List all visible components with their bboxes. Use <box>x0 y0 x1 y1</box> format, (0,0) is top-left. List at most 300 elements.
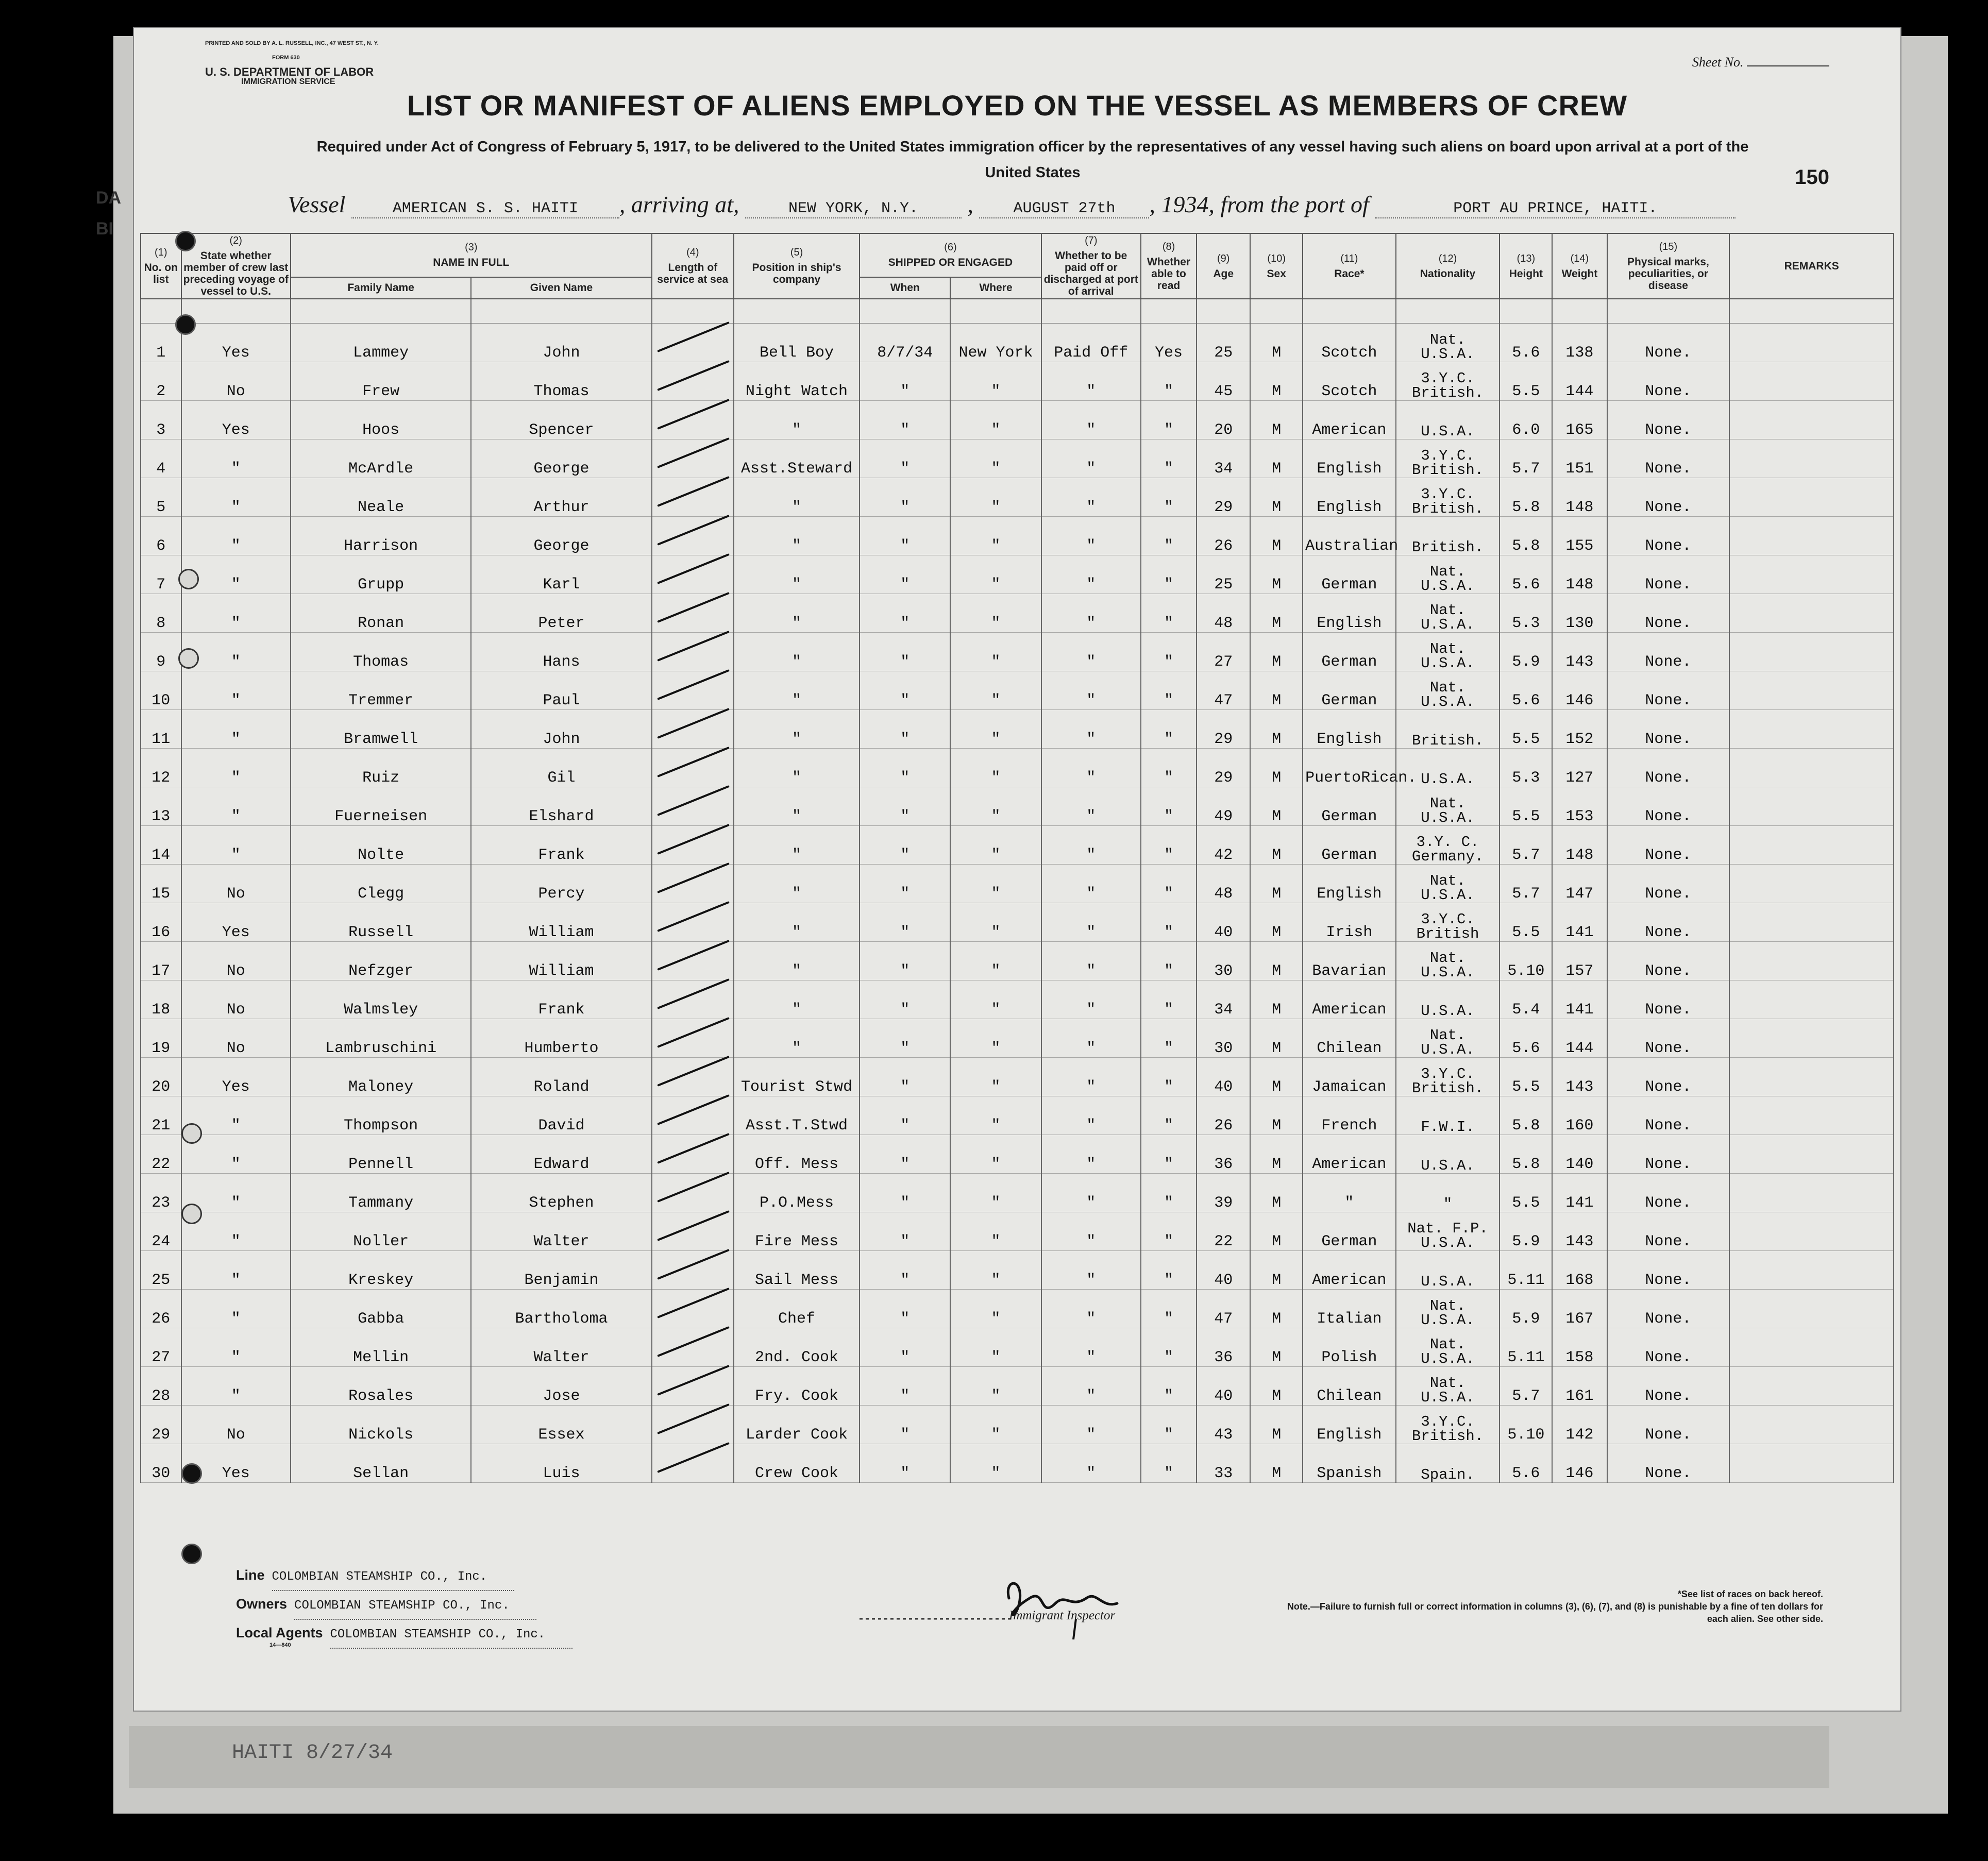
cell-age: 26 <box>1197 1096 1250 1135</box>
cell-nationality <box>1396 1328 1500 1367</box>
cell-read: " <box>1141 671 1197 710</box>
cell-given: Benjamin <box>471 1251 651 1290</box>
cell-height: 5.11 <box>1500 1251 1552 1290</box>
cell-remarks <box>1729 439 1894 478</box>
cell-when: " <box>860 787 950 826</box>
cell-sex: M <box>1250 1019 1303 1058</box>
document-title: LIST OR MANIFEST OF ALIENS EMPLOYED ON THE VESSEL AS MEMBERS OF CREW <box>407 89 1628 122</box>
cell-marks: None. <box>1607 710 1730 749</box>
crew-row <box>141 1367 1894 1406</box>
nationality-country: U.S.A. <box>1421 1312 1475 1329</box>
cell-no: 13 <box>141 787 181 826</box>
cell-given: John <box>471 710 651 749</box>
cell-height: 5.6 <box>1500 1444 1552 1483</box>
cell-when: " <box>860 1019 950 1058</box>
page-number: 150 <box>1795 166 1829 189</box>
cell-remarks <box>1729 555 1894 594</box>
cell-no: 1 <box>141 324 181 362</box>
cell-given: Humberto <box>471 1019 651 1058</box>
cell-sex: M <box>1250 324 1303 362</box>
service-length-mark <box>652 787 734 826</box>
cell-age: 45 <box>1197 362 1250 401</box>
crew-row <box>141 1135 1894 1174</box>
cell-nationality <box>1396 439 1500 478</box>
arriving-port: NEW YORK, N.Y. <box>745 200 962 218</box>
cell-nationality <box>1396 1251 1500 1290</box>
cell-position: Asst.T.Stwd <box>734 1096 860 1135</box>
cell-height: 5.6 <box>1500 324 1552 362</box>
cell-family: Ruiz <box>291 749 471 787</box>
cell-height: 5.7 <box>1500 1367 1552 1406</box>
service-length-mark <box>652 826 734 865</box>
cell-paid: " <box>1041 594 1141 633</box>
cell-remarks <box>1729 517 1894 555</box>
service-tick-mark <box>657 901 730 932</box>
cell-family: Nolte <box>291 826 471 865</box>
cell-sex: M <box>1250 439 1303 478</box>
crew-row <box>141 594 1894 633</box>
cell-race: English <box>1303 710 1396 749</box>
cell-age: 48 <box>1197 865 1250 903</box>
cell-age: 33 <box>1197 1444 1250 1483</box>
cell-where: " <box>950 710 1041 749</box>
cell-no: 30 <box>141 1444 181 1483</box>
cell-age: 27 <box>1197 633 1250 671</box>
cell-given: Spencer <box>471 401 651 439</box>
cell-nationality <box>1396 942 1500 980</box>
nationality-country: British. <box>1411 1428 1484 1445</box>
cell-weight: 148 <box>1552 826 1607 865</box>
cell-when: " <box>860 401 950 439</box>
cell-weight: 168 <box>1552 1251 1607 1290</box>
crew-row <box>141 710 1894 749</box>
cell-race: Irish <box>1303 903 1396 942</box>
service-length-mark <box>652 633 734 671</box>
service-length-mark <box>652 710 734 749</box>
cell-height: 5.5 <box>1500 362 1552 401</box>
cell-sex: M <box>1250 1135 1303 1174</box>
col-header-position: (5) Position in ship's company <box>734 233 860 299</box>
crew-row <box>141 324 1894 362</box>
cell-sex: M <box>1250 517 1303 555</box>
service-length-mark <box>652 749 734 787</box>
cell-weight: 140 <box>1552 1135 1607 1174</box>
cell-where: " <box>950 401 1041 439</box>
cell-weight: 141 <box>1552 980 1607 1019</box>
owners-value: COLOMBIAN STEAMSHIP CO., Inc. <box>294 1593 536 1620</box>
cell-height: 5.5 <box>1500 903 1552 942</box>
cell-given: George <box>471 439 651 478</box>
cell-family: Gabba <box>291 1290 471 1328</box>
cell-family: Lambruschini <box>291 1019 471 1058</box>
cell-height: 5.4 <box>1500 980 1552 1019</box>
cell-height: 5.8 <box>1500 478 1552 517</box>
cell-where: " <box>950 1406 1041 1444</box>
cell-read: " <box>1141 594 1197 633</box>
cell-nationality <box>1396 1174 1500 1212</box>
cell-age: 25 <box>1197 324 1250 362</box>
crew-row <box>141 478 1894 517</box>
col-header-remarks: REMARKS <box>1729 233 1894 299</box>
col-header-length-service: (4) Length of service at sea <box>652 233 734 299</box>
cell-where: " <box>950 671 1041 710</box>
cell-no: 22 <box>141 1135 181 1174</box>
cell-position: " <box>734 865 860 903</box>
nationality-qualifier: Nat. <box>1429 950 1466 967</box>
nationality-country: British. <box>1411 500 1484 517</box>
cell-age: 34 <box>1197 980 1250 1019</box>
cell-sex: M <box>1250 1096 1303 1135</box>
cell-family: Harrison <box>291 517 471 555</box>
cell-family: Walmsley <box>291 980 471 1019</box>
cell-read: " <box>1141 710 1197 749</box>
cell-sex: M <box>1250 1174 1303 1212</box>
cell-no: 8 <box>141 594 181 633</box>
cell-family: Fuerneisen <box>291 787 471 826</box>
cell-family: Sellan <box>291 1444 471 1483</box>
cell-given: Hans <box>471 633 651 671</box>
agents-value: COLOMBIAN STEAMSHIP CO., Inc. <box>330 1622 572 1649</box>
cell-age: 29 <box>1197 478 1250 517</box>
cell-sex: M <box>1250 1328 1303 1367</box>
service-length-mark <box>652 671 734 710</box>
cell-sex: M <box>1250 980 1303 1019</box>
cell-paid: Paid Off <box>1041 324 1141 362</box>
cell-nationality <box>1396 787 1500 826</box>
cell-read: " <box>1141 980 1197 1019</box>
cell-height: 5.11 <box>1500 1328 1552 1367</box>
cell-prev: " <box>181 555 291 594</box>
service-length-mark <box>652 594 734 633</box>
cell-where: " <box>950 439 1041 478</box>
cell-family: Thomas <box>291 633 471 671</box>
cell-given: Arthur <box>471 478 651 517</box>
cell-nationality <box>1396 1135 1500 1174</box>
cell-race: English <box>1303 594 1396 633</box>
service-length-mark <box>652 439 734 478</box>
cell-height: 5.10 <box>1500 942 1552 980</box>
cell-age: 22 <box>1197 1212 1250 1251</box>
nationality-country: U.S.A. <box>1421 693 1475 710</box>
col-header-sex: (10) Sex <box>1250 233 1303 299</box>
form-number: FORM 630 <box>272 55 300 61</box>
crew-row <box>141 362 1894 401</box>
cell-given: Essex <box>471 1406 651 1444</box>
cell-when: " <box>860 826 950 865</box>
col-header-nationality: (12) Nationality <box>1396 233 1500 299</box>
nationality-country: U.S.A. <box>1421 655 1475 672</box>
nationality-country: U.S.A. <box>1421 1157 1475 1174</box>
cell-where: " <box>950 1367 1041 1406</box>
cell-age: 42 <box>1197 826 1250 865</box>
cell-when: " <box>860 749 950 787</box>
service-tick-mark <box>657 631 730 662</box>
cell-read: " <box>1141 1058 1197 1096</box>
cell-remarks <box>1729 1251 1894 1290</box>
service-tick-mark <box>657 1326 730 1357</box>
cell-age: 30 <box>1197 1019 1250 1058</box>
cell-where: " <box>950 517 1041 555</box>
cell-remarks <box>1729 401 1894 439</box>
cell-given: Walter <box>471 1212 651 1251</box>
cell-no: 21 <box>141 1096 181 1135</box>
cell-nationality <box>1396 555 1500 594</box>
cell-where: " <box>950 1290 1041 1328</box>
service-tick-mark <box>657 592 730 623</box>
cell-marks: None. <box>1607 826 1730 865</box>
cell-no: 3 <box>141 401 181 439</box>
cell-where: " <box>950 865 1041 903</box>
cell-position: Fry. Cook <box>734 1367 860 1406</box>
cell-no: 16 <box>141 903 181 942</box>
cell-weight: 143 <box>1552 1058 1607 1096</box>
nationality-qualifier: Nat. <box>1429 331 1466 348</box>
cell-race: Chilean <box>1303 1019 1396 1058</box>
cell-prev: " <box>181 826 291 865</box>
cell-remarks <box>1729 362 1894 401</box>
cell-weight: 141 <box>1552 1174 1607 1212</box>
cell-given: William <box>471 942 651 980</box>
nationality-country: U.S.A. <box>1421 1389 1475 1406</box>
cell-paid: " <box>1041 1174 1141 1212</box>
service-tick-mark <box>657 785 730 816</box>
cell-race: American <box>1303 980 1396 1019</box>
nationality-country: U.S.A. <box>1421 887 1475 904</box>
cell-nationality <box>1396 1290 1500 1328</box>
cell-family: Nickols <box>291 1406 471 1444</box>
service-tick-mark <box>657 747 730 777</box>
cell-given: Walter <box>471 1328 651 1367</box>
cell-position: " <box>734 671 860 710</box>
cell-prev: No <box>181 1019 291 1058</box>
service-length-mark <box>652 865 734 903</box>
cell-position: " <box>734 980 860 1019</box>
cell-paid: " <box>1041 401 1141 439</box>
cell-read: " <box>1141 401 1197 439</box>
cell-when: " <box>860 362 950 401</box>
cell-where: " <box>950 980 1041 1019</box>
cell-where: " <box>950 1328 1041 1367</box>
cell-nationality <box>1396 826 1500 865</box>
cell-marks: None. <box>1607 865 1730 903</box>
cell-position: " <box>734 478 860 517</box>
cell-where: " <box>950 826 1041 865</box>
year-suffix: 34 <box>1185 191 1209 217</box>
cell-sex: M <box>1250 478 1303 517</box>
nationality-qualifier: 3.Y. C. <box>1416 834 1479 851</box>
nationality-qualifier: Nat. <box>1429 872 1466 889</box>
arriving-label: , arriving at, <box>619 191 739 217</box>
cell-age: 43 <box>1197 1406 1250 1444</box>
col-header-where: Where <box>950 277 1041 299</box>
cell-remarks <box>1729 594 1894 633</box>
crew-row <box>141 1444 1894 1483</box>
cell-weight: 143 <box>1552 633 1607 671</box>
cell-prev: " <box>181 439 291 478</box>
cell-no: 24 <box>141 1212 181 1251</box>
cell-nationality <box>1396 710 1500 749</box>
cell-height: 5.7 <box>1500 826 1552 865</box>
cell-paid: " <box>1041 362 1141 401</box>
nationality-qualifier: Nat. <box>1429 602 1466 619</box>
cell-nationality <box>1396 671 1500 710</box>
cell-nationality <box>1396 1019 1500 1058</box>
crew-row <box>141 401 1894 439</box>
cell-weight: 158 <box>1552 1328 1607 1367</box>
nationality-country: Germany. <box>1411 848 1484 865</box>
service-length-mark <box>652 1328 734 1367</box>
service-length-mark <box>652 1058 734 1096</box>
cell-sex: M <box>1250 1406 1303 1444</box>
cell-no: 15 <box>141 865 181 903</box>
nationality-country: U.S.A. <box>1421 423 1475 440</box>
cell-prev: " <box>181 1328 291 1367</box>
service-tick-mark <box>657 399 730 430</box>
cell-remarks <box>1729 826 1894 865</box>
cell-paid: " <box>1041 1135 1141 1174</box>
cell-prev: " <box>181 1174 291 1212</box>
cell-marks: None. <box>1607 1174 1730 1212</box>
cell-marks: None. <box>1607 903 1730 942</box>
cell-age: 40 <box>1197 1058 1250 1096</box>
cell-age: 29 <box>1197 749 1250 787</box>
cell-weight: 144 <box>1552 362 1607 401</box>
cell-position: Larder Cook <box>734 1406 860 1444</box>
cell-race: Australian <box>1303 517 1396 555</box>
cell-prev: " <box>181 787 291 826</box>
crew-row <box>141 555 1894 594</box>
cell-weight: 127 <box>1552 749 1607 787</box>
cell-sex: M <box>1250 671 1303 710</box>
arrival-date: AUGUST 27th <box>979 200 1149 218</box>
cell-nationality <box>1396 1444 1500 1483</box>
cell-paid: " <box>1041 749 1141 787</box>
binder-hole <box>181 1463 202 1484</box>
nationality-qualifier: Nat. <box>1429 1297 1466 1314</box>
cell-age: 29 <box>1197 710 1250 749</box>
cell-remarks <box>1729 1367 1894 1406</box>
cell-weight: 142 <box>1552 1406 1607 1444</box>
cell-when: " <box>860 865 950 903</box>
nationality-country: Spain. <box>1421 1466 1475 1483</box>
cell-no: 6 <box>141 517 181 555</box>
cell-age: 25 <box>1197 555 1250 594</box>
cell-family: Neale <box>291 478 471 517</box>
cell-no: 10 <box>141 671 181 710</box>
cell-height: 5.9 <box>1500 1290 1552 1328</box>
cell-marks: None. <box>1607 1328 1730 1367</box>
cell-weight: 138 <box>1552 324 1607 362</box>
cell-when: " <box>860 1251 950 1290</box>
cell-age: 47 <box>1197 671 1250 710</box>
cell-position: " <box>734 517 860 555</box>
service-tick-mark <box>657 708 730 739</box>
service-tick-mark <box>657 1133 730 1164</box>
nationality-country: U.S.A. <box>1421 964 1475 981</box>
form-number-bottom: 14—840 <box>269 1642 291 1648</box>
cell-marks: None. <box>1607 517 1730 555</box>
cell-no: 19 <box>141 1019 181 1058</box>
from-label: , from the port of <box>1208 191 1369 217</box>
cell-nationality <box>1396 1212 1500 1251</box>
cell-position: " <box>734 749 860 787</box>
crew-manifest-table <box>140 233 1894 1483</box>
cell-no: 27 <box>141 1328 181 1367</box>
cell-read: Yes <box>1141 324 1197 362</box>
cell-prev: Yes <box>181 324 291 362</box>
cell-when: " <box>860 1367 950 1406</box>
cell-sex: M <box>1250 749 1303 787</box>
cell-prev: " <box>181 633 291 671</box>
cell-given: Roland <box>471 1058 651 1096</box>
cell-sex: M <box>1250 633 1303 671</box>
nationality-qualifier: Nat. <box>1429 795 1466 812</box>
cell-position: Bell Boy <box>734 324 860 362</box>
cell-weight: 161 <box>1552 1367 1607 1406</box>
cell-remarks <box>1729 980 1894 1019</box>
cell-race: German <box>1303 787 1396 826</box>
cell-read: " <box>1141 942 1197 980</box>
cell-given: Frank <box>471 826 651 865</box>
cell-family: Tammany <box>291 1174 471 1212</box>
cell-nationality <box>1396 903 1500 942</box>
cell-where: " <box>950 555 1041 594</box>
nationality-qualifier: 3.Y.C. <box>1421 447 1475 464</box>
cell-remarks <box>1729 324 1894 362</box>
cell-paid: " <box>1041 865 1141 903</box>
nationality-qualifier: Nat. <box>1429 1336 1466 1353</box>
col-header-previous-voyage: (2) State whether member of crew last preceding voyage of vessel to U.S. <box>181 233 291 299</box>
cell-paid: " <box>1041 517 1141 555</box>
service-length-mark <box>652 1406 734 1444</box>
crew-row <box>141 980 1894 1019</box>
cell-sex: M <box>1250 903 1303 942</box>
cell-race: Bavarian <box>1303 942 1396 980</box>
col-header-shipped: (6) SHIPPED OR ENGAGED <box>860 233 1041 277</box>
cell-read: " <box>1141 633 1197 671</box>
cell-weight: 147 <box>1552 865 1607 903</box>
crew-row <box>141 1290 1894 1328</box>
cell-remarks <box>1729 1406 1894 1444</box>
cell-family: Lammey <box>291 324 471 362</box>
cell-race: English <box>1303 865 1396 903</box>
cell-when: " <box>860 555 950 594</box>
cell-nationality <box>1396 594 1500 633</box>
cell-prev: " <box>181 710 291 749</box>
binder-hole <box>175 314 196 335</box>
nationality-qualifier: 3.Y.C. <box>1421 911 1475 928</box>
cell-when: " <box>860 710 950 749</box>
cell-position: " <box>734 826 860 865</box>
nationality-qualifier: Nat. <box>1429 679 1466 696</box>
crew-row <box>141 903 1894 942</box>
cell-when: " <box>860 1444 950 1483</box>
cell-prev: No <box>181 362 291 401</box>
cell-weight: 157 <box>1552 942 1607 980</box>
cell-read: " <box>1141 1328 1197 1367</box>
cell-sex: M <box>1250 787 1303 826</box>
cell-family: Clegg <box>291 865 471 903</box>
cell-remarks <box>1729 787 1894 826</box>
cell-read: " <box>1141 787 1197 826</box>
cell-marks: None. <box>1607 594 1730 633</box>
cell-marks: None. <box>1607 1019 1730 1058</box>
cell-where: " <box>950 594 1041 633</box>
crew-row <box>141 1328 1894 1367</box>
cell-prev: " <box>181 1251 291 1290</box>
cell-prev: " <box>181 1290 291 1328</box>
cell-marks: None. <box>1607 439 1730 478</box>
